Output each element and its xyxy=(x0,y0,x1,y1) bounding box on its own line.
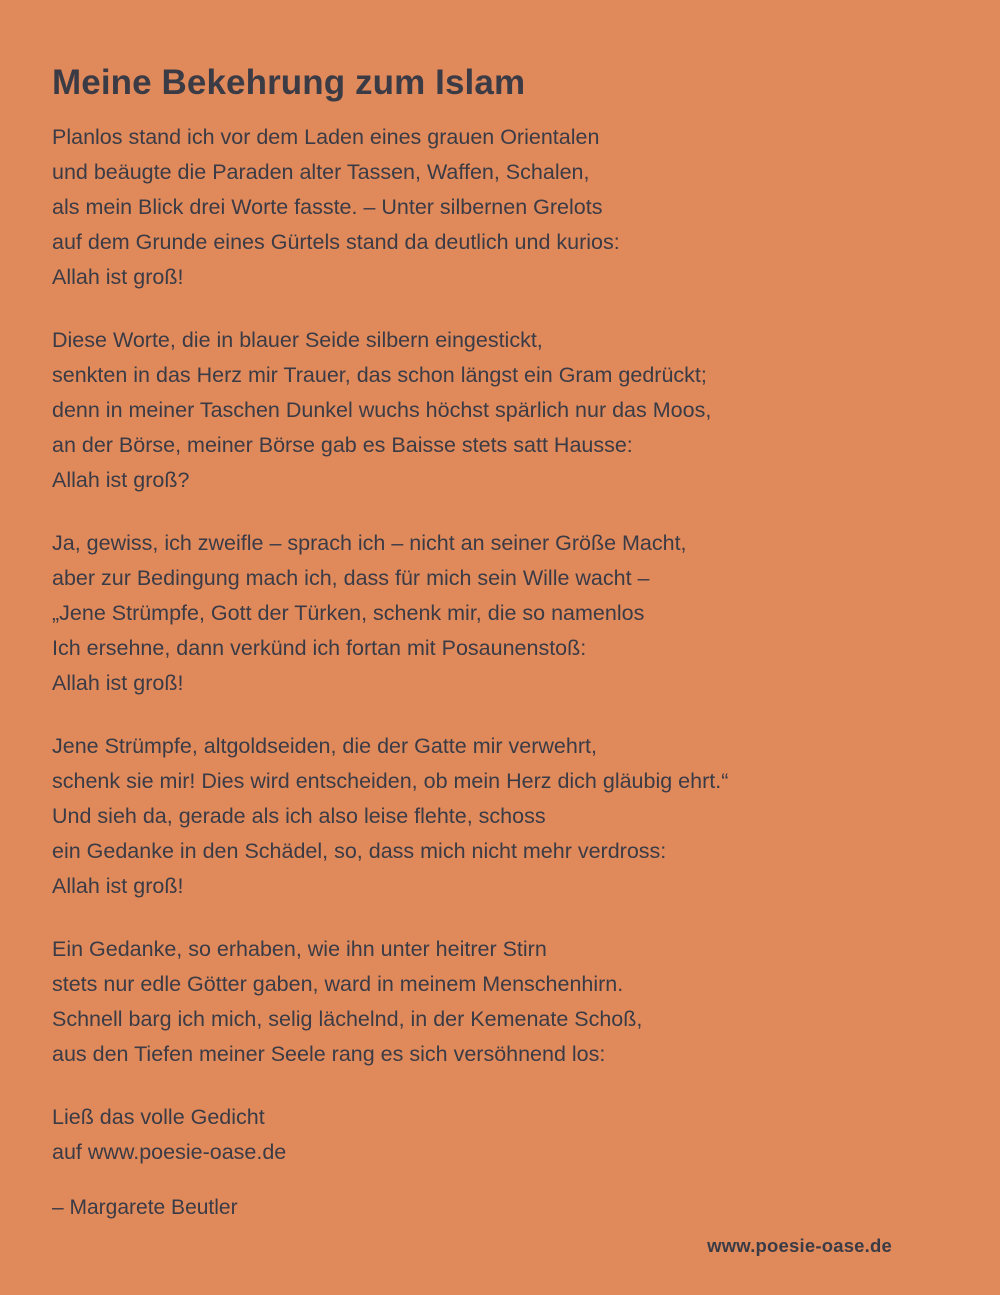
poem-body xyxy=(52,120,948,1220)
poem-line: auf dem Grunde eines Gürtels stand da deutlich und kurios: xyxy=(52,230,620,254)
footer-website-url[interactable]: www.poesie-oase.de xyxy=(707,1235,892,1256)
poem-line: und beäugte die Paraden alter Tassen, Waffen, Schalen, xyxy=(52,160,590,184)
poem-line: Ja, gewiss, ich zweifle – sprach ich – nicht an seiner Größe Macht, xyxy=(52,531,687,555)
stanza xyxy=(52,729,948,904)
poem-line: Ich ersehne, dann verkünd ich fortan mit Posaunenstoß: xyxy=(52,636,587,660)
poem-line: Und sieh da, gerade als ich also leise flehte, schoss xyxy=(52,804,546,828)
poem-line: an der Börse, meiner Börse gab es Baisse stets satt Hausse: xyxy=(52,433,633,457)
poem-line: aus den Tiefen meiner Seele rang es sich versöhnend los: xyxy=(52,1042,606,1066)
poem-line: Allah ist groß! xyxy=(52,671,184,695)
stanza xyxy=(52,526,948,701)
poem-line: aber zur Bedingung mach ich, dass für mich sein Wille wacht – xyxy=(52,566,650,590)
poem-line: Allah ist groß! xyxy=(52,874,184,898)
poem-line: Planlos stand ich vor dem Laden eines grauen Orientalen xyxy=(52,125,600,149)
poem-line: schenk sie mir! Dies wird entscheiden, ob mein Herz dich gläubig ehrt.“ xyxy=(52,769,729,793)
poem-line: Ein Gedanke, so erhaben, wie ihn unter heitrer Stirn xyxy=(52,937,547,961)
closing-line-url[interactable]: auf www.poesie-oase.de xyxy=(52,1140,287,1164)
poem-line: denn in meiner Taschen Dunkel wuchs höchst spärlich nur das Moos, xyxy=(52,398,712,422)
stanza xyxy=(52,120,948,295)
poem-line: ein Gedanke in den Schädel, so, dass mich nicht mehr verdross: xyxy=(52,839,667,863)
poem-line: Jene Strümpfe, altgoldseiden, die der Gatte mir verwehrt, xyxy=(52,734,597,758)
poem-author: – Margarete Beutler xyxy=(52,1196,238,1219)
poem-line: Diese Worte, die in blauer Seide silbern eingestickt, xyxy=(52,328,543,352)
stanza xyxy=(52,932,948,1072)
stanza xyxy=(52,323,948,498)
page-title: Meine Bekehrung zum Islam xyxy=(52,63,526,102)
poem-line: Allah ist groß? xyxy=(52,468,190,492)
poem-line: senkten in das Herz mir Trauer, das schon längst ein Gram gedrückt; xyxy=(52,363,707,387)
poem-line: „Jene Strümpfe, Gott der Türken, schenk mir, die so namenlos xyxy=(52,601,645,625)
poem-line: als mein Blick drei Worte fasste. – Unter silbernen Grelots xyxy=(52,195,603,219)
read-full-poem-note xyxy=(52,1100,948,1170)
poem-line: Schnell barg ich mich, selig lächelnd, in der Kemenate Schoß, xyxy=(52,1007,643,1031)
poem-line: stets nur edle Götter gaben, ward in meinem Menschenhirn. xyxy=(52,972,624,996)
poem-line: Allah ist groß! xyxy=(52,265,184,289)
closing-line: Ließ das volle Gedicht xyxy=(52,1105,265,1129)
